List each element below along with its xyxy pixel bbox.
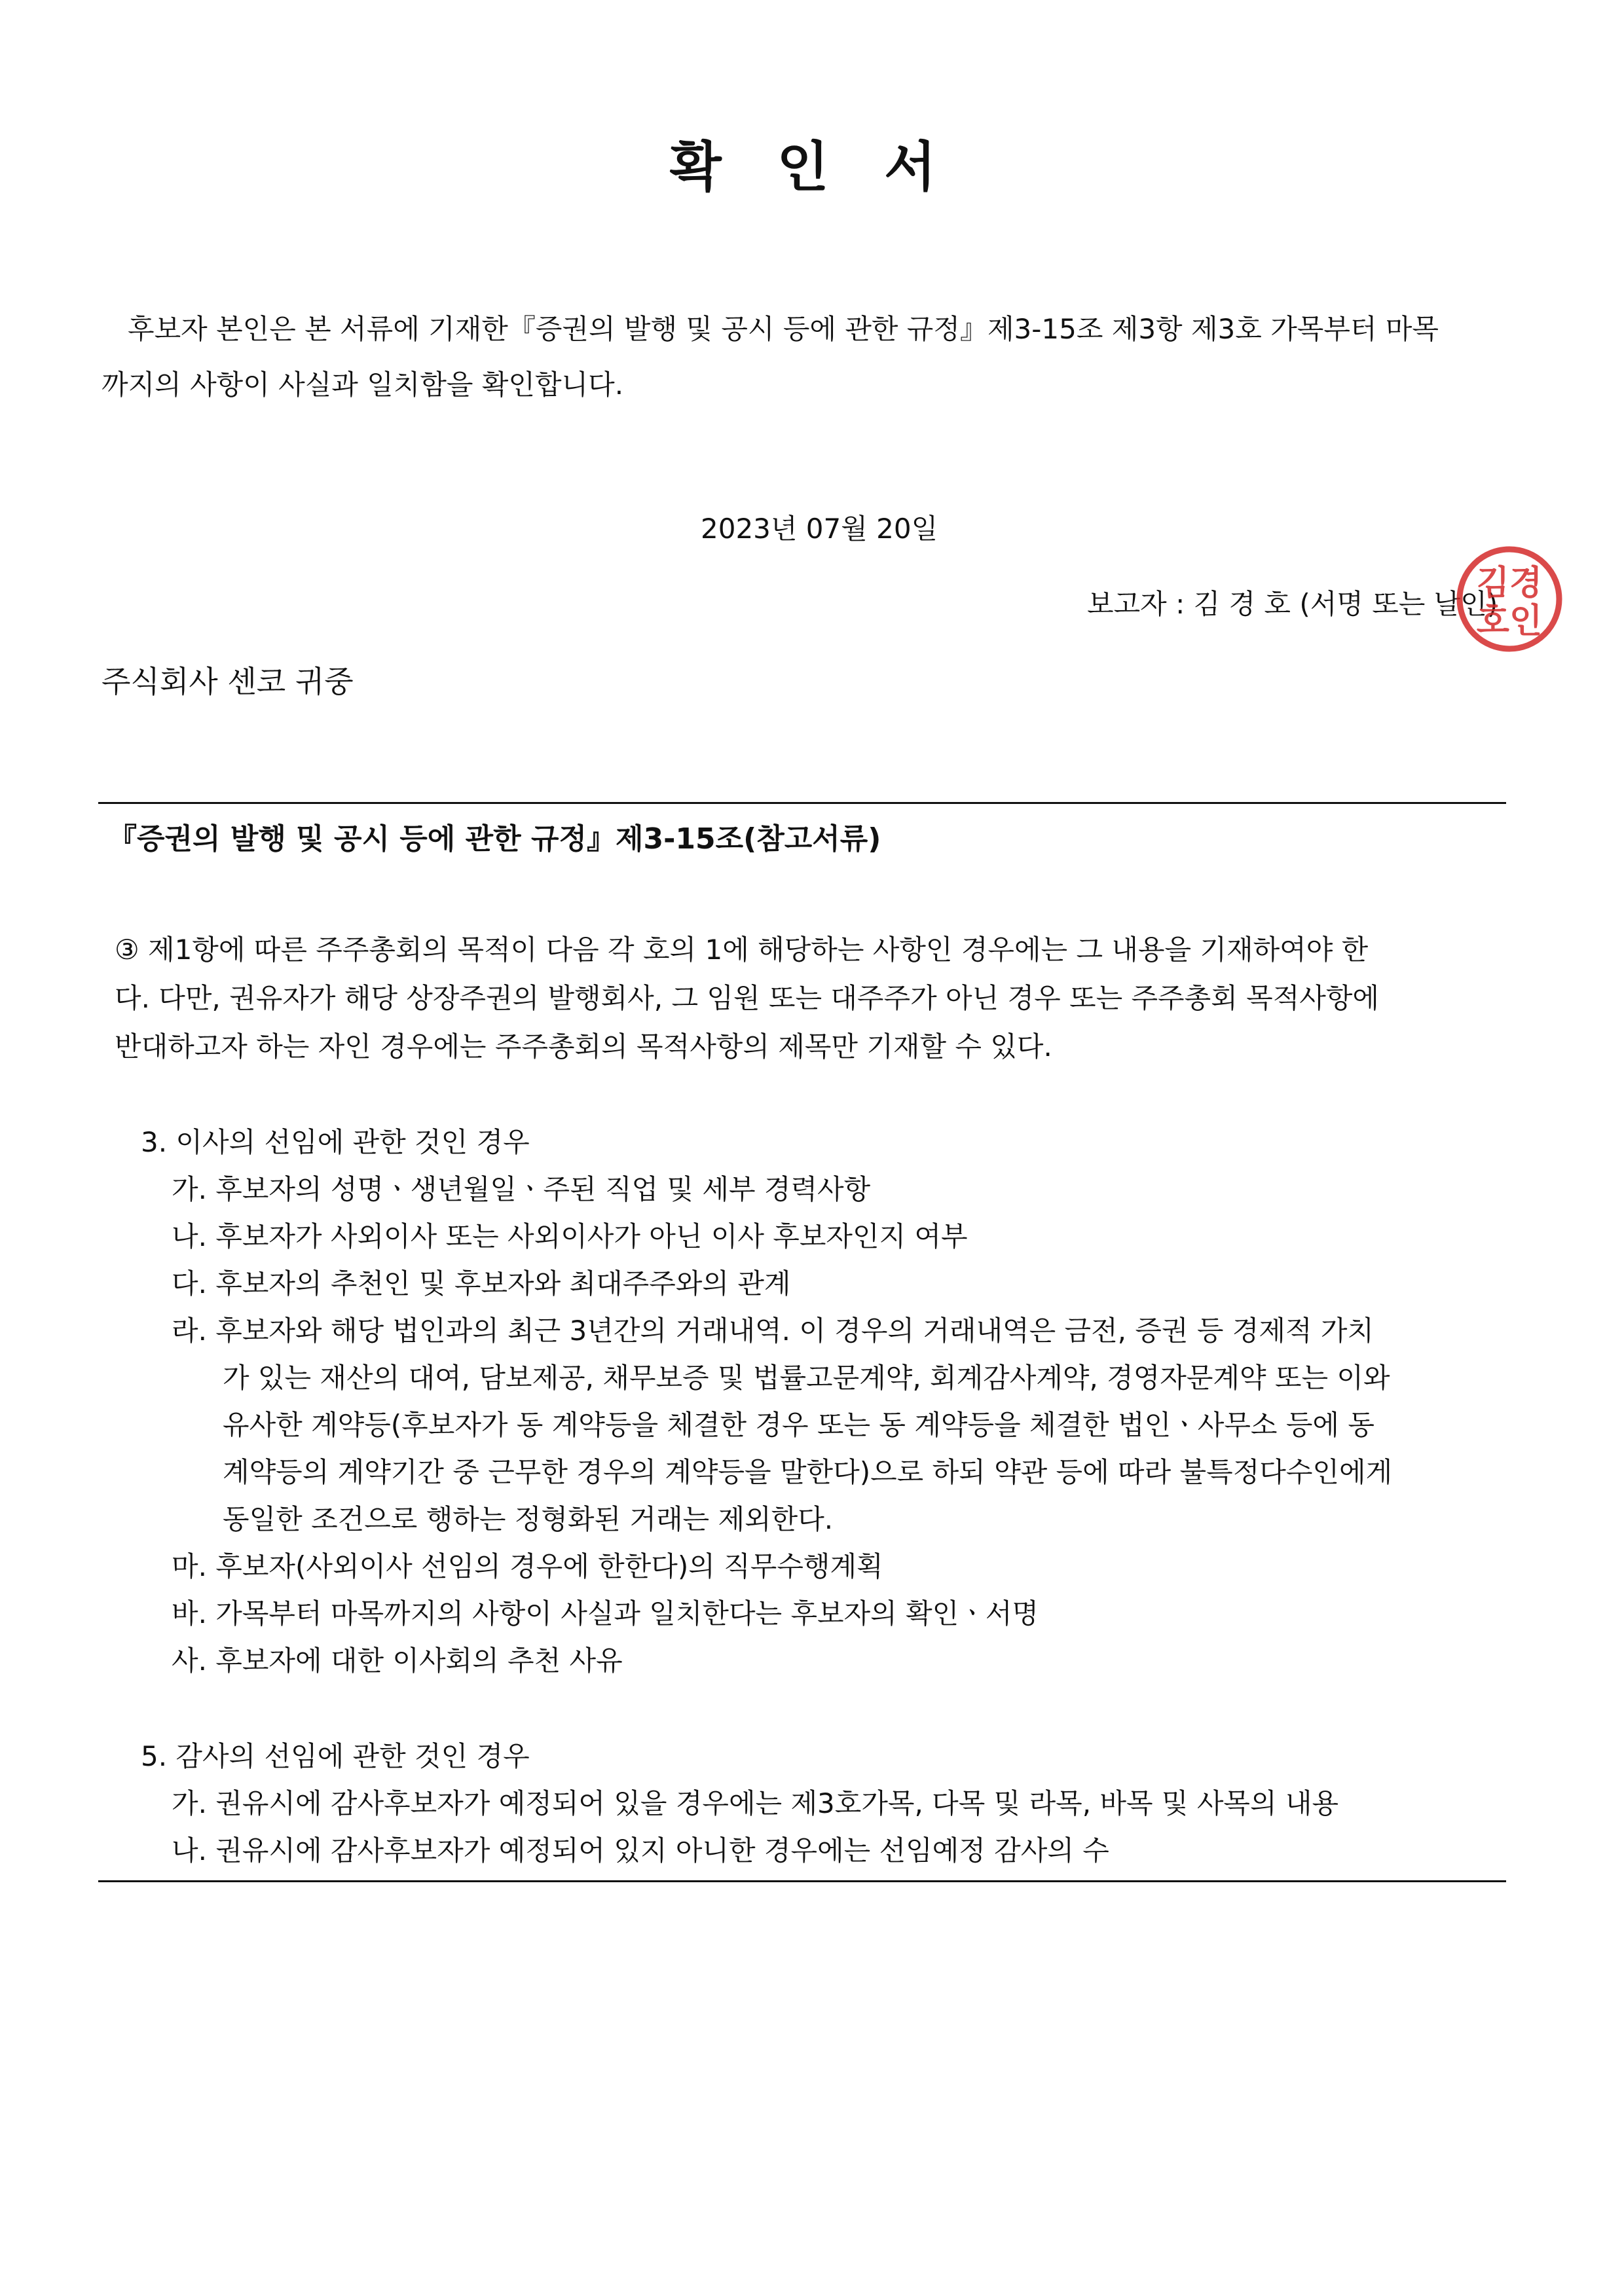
paragraph-line-1: ③ 제1항에 따른 주주총회의 목적이 다음 각 호의 1에 해당하는 사항인 경우에는 그 내용을 기재하여야 한 [115,934,1369,966]
list3-item-sa: 사. 후보자에 대한 이사회의 추천 사유 [172,1645,623,1677]
list5-item-na: 나. 권유시에 감사후보자가 예정되어 있지 아니한 경우에는 선임예정 감사의 수 [172,1834,1109,1867]
intro-line-1: 후보자 본인은 본 서류에 기재한『증권의 발행 및 공시 등에 관한 규정』제3-15조 제3항 제3호 가목부터 마목 [128,313,1439,345]
list3-item-ra: 라. 후보자와 해당 법인과의 최근 3년간의 거래내역. 이 경우의 거래내역은 금전, 증권 등 경제적 가치 [172,1315,1374,1347]
list3-item-ra-cont-4: 동일한 조건으로 행하는 정형화된 거래는 제외한다. [223,1503,834,1535]
list3-item-ba: 바. 가목부터 마목까지의 사항이 사실과 일치한다는 후보자의 확인ㆍ서명 [172,1597,1039,1630]
reporter-line: 보고자 : 김 경 호 (서명 또는 날인) [1087,588,1498,620]
list5-item-ga: 가. 권유시에 감사후보자가 예정되어 있을 경우에는 제3호가목, 다목 및 라목, 바목 및 사목의 내용 [172,1787,1339,1819]
list5-heading: 5. 감사의 선임에 관한 것인 경우 [141,1740,530,1772]
intro-line-2: 까지의 사항이 사실과 일치함을 확인합니다. [101,369,624,401]
paragraph-line-2: 다. 다만, 권유자가 해당 상장주권의 발행회사, 그 임원 또는 대주주가 아닌 경우 또는 주주총회 목적사항에 [115,982,1379,1014]
paragraph-line-3: 반대하고자 하는 자인 경우에는 주주총회의 목적사항의 제목만 기재할 수 있다. [115,1030,1052,1063]
list3-item-ra-cont-2: 유사한 계약등(후보자가 동 계약등을 체결한 경우 또는 동 계약등을 체결한 법인ㆍ사무소 등에 동 [223,1409,1375,1441]
section-title: 『증권의 발행 및 공시 등에 관한 규정』제3-15조(참고서류) [108,822,881,856]
date: 2023년 07월 20일 [701,513,938,545]
list3-item-ma: 마. 후보자(사외이사 선임의 경우에 한한다)의 직무수행계획 [172,1550,883,1582]
seal-stamp-icon [1454,543,1565,655]
divider-top [98,802,1506,804]
list3-item-ga: 가. 후보자의 성명ㆍ생년월일ㆍ주된 직업 및 세부 경력사항 [172,1173,871,1205]
addressee: 주식회사 센코 귀중 [101,664,354,699]
list3-item-na: 나. 후보자가 사외이사 또는 사외이사가 아닌 이사 후보자인지 여부 [172,1220,968,1252]
list3-item-ra-cont-3: 계약등의 계약기간 중 근무한 경우의 계약등을 말한다)으로 하되 약관 등에 따라 불특정다수인에게 [223,1456,1393,1488]
svg-text:김경: 김경 [1476,564,1543,603]
list3-item-ra-cont-1: 가 있는 재산의 대여, 담보제공, 채무보증 및 법률고문계약, 회계감사계약, 경영자문계약 또는 이와 [223,1362,1390,1394]
svg-text:호인: 호인 [1476,602,1543,641]
list3-heading: 3. 이사의 선임에 관한 것인 경우 [141,1126,530,1158]
document-title: 확 인 서 [669,136,955,198]
list3-item-da: 다. 후보자의 추천인 및 후보자와 최대주주와의 관계 [172,1267,791,1300]
divider-bottom [98,1880,1506,1882]
